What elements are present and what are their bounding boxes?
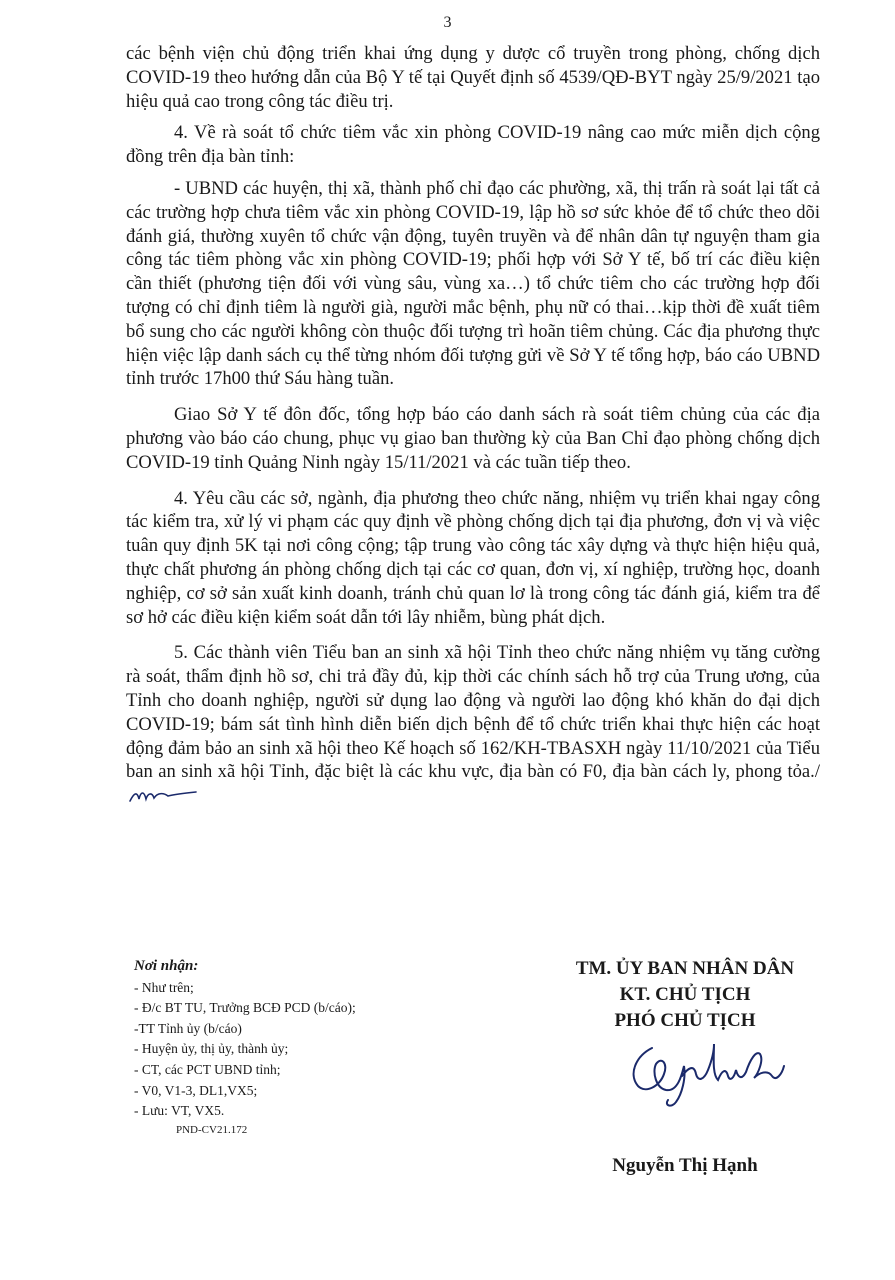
paragraph-vaccination-review: - UBND các huyện, thị xã, thành phố chỉ đạo các phường, xã, thị trấn rà soát lại tất cả các trường hợp chưa tiêm vắc xin phòng COVID-19, lập hồ sơ sức khỏe để tổ chức theo dõi đánh giá, thường xuyên tổ chức vận động, tuyên truyền và để nhân dân tự nguyện tham gia công tác tiêm phòng vắc xin phòng COVID-19; phối hợp với Sở Y tế, bố trí các điều kiện cần thiết (phương tiện đối với vùng sâu, vùng xa…) tổ chức tiêm cho các trường hợp đối tượng có chỉ định tiêm là người già, người mắc bệnh, phụ nữ có thai…kịp thời đề xuất tiêm bổ sung cho các người không còn thuộc đối tượng trì hoãn tiêm chủng. Các địa phương thực hiện việc lập danh sách cụ thể từng nhóm đối tượng gửi về Sở Y tế tổng hợp, báo cáo UBND tỉnh trước 17h00 thứ Sáu hàng tuần. (126, 177, 820, 390)
recipients-block (134, 956, 444, 1138)
paragraph-health-department-task: Giao Sở Y tế đôn đốc, tổng hợp báo cáo danh sách rà soát tiêm chủng của các địa phương vào báo cáo chung, phục vụ giao ban thường kỳ của Ban Chỉ đạo phòng chống dịch COVID-19 tỉnh Quảng Ninh ngày 15/11/2021 và các tuần tiếp theo. (126, 404, 820, 473)
paragraph-inspection-requirement: 4. Yêu cầu các sở, ngành, địa phương theo chức năng, nhiệm vụ triển khai ngay công tác kiểm tra, xử lý vi phạm các quy định về phòng chống dịch tại địa phương, đơn vị và việc tuân quy định 5K tại nơi công cộng; tập trung vào công tác xây dựng và thực hiện hiệu quả, thực chất phương án phòng chống dịch tại các cơ quan, đơn vị, xí nghiệp, trường học, doanh nghiệp, cơ sở sản xuất kinh doanh, tránh chủ quan lơ là trong công tác đánh giá, kiểm tra để sơ hở các điều kiện kiểm soát dẫn tới lây nhiễm, bùng phát dịch. (126, 487, 820, 628)
recipient-item: - CT, các PCT UBND tỉnh; (134, 1061, 281, 1077)
signer-title: PHÓ CHỦ TỊCH (614, 1010, 756, 1031)
paragraph-vaccination-heading: 4. Về rà soát tổ chức tiêm vắc xin phòng COVID-19 nâng cao mức miễn dịch cộng đồng trên địa bàn tỉnh: (126, 122, 820, 168)
social-security-text: 5. Các thành viên Tiểu ban an sinh xã hội Tỉnh theo chức năng nhiệm vụ tăng cường rà soát, thẩm định hồ sơ, chi trả đầy đủ, kịp thời các chính sách hỗ trợ của Trung ương, của Tỉnh cho doanh nghiệp, người sử dụng lao động và người lao động khó khăn do đại dịch COVID-19; bám sát tình hình diễn biến dịch bệnh để tổ chức triển khai thực hiện các hoạt động đảm bảo an sinh xã hội theo Kế hoạch số 162/KH-TBASXH ngày 11/10/2021 của Tiểu ban an sinh xã hội Tỉnh, đặc biệt là các khu vực, địa bàn có F0, địa bàn cách ly, phong tỏa./ (126, 642, 820, 783)
recipient-item: -TT Tỉnh ủy (b/cáo) (134, 1020, 242, 1036)
signer-name: Nguyễn Thị Hạnh (612, 1155, 758, 1176)
recipient-item: - Như trên; (134, 979, 194, 995)
page-number: 3 (443, 14, 452, 31)
recipient-item: - Huyện ủy, thị ủy, thành ủy; (134, 1041, 289, 1057)
document-body (126, 42, 820, 808)
initial-mark-icon (128, 787, 198, 805)
document-code: PND-CV21.172 (176, 1123, 248, 1136)
recipient-item: - V0, V1-3, DL1,VX5; (134, 1082, 258, 1098)
recipient-item: - Đ/c BT TU, Trưởng BCĐ PCD (b/cáo); (134, 1000, 356, 1016)
recipient-item: - Lưu: VT, VX5. (134, 1103, 225, 1119)
paragraph-continuation: các bệnh viện chủ động triển khai ứng dụng y dược cổ truyền trong phòng, chống dịch COVID-19 theo hướng dẫn của Bộ Y tế tại Quyết định số 4539/QĐ-BYT ngày 25/9/2021 tạo hiệu quả cao trong công tác điều trị. (126, 43, 820, 112)
paragraph-social-security (126, 641, 820, 808)
recipients-heading: Nơi nhận: (134, 958, 199, 974)
signer-delegation: KT. CHỦ TỊCH (619, 984, 751, 1005)
signature-block (530, 956, 840, 1034)
signer-organization: TM. ỦY BAN NHÂN DÂN (575, 958, 795, 979)
handwritten-signature-icon (622, 1030, 792, 1112)
